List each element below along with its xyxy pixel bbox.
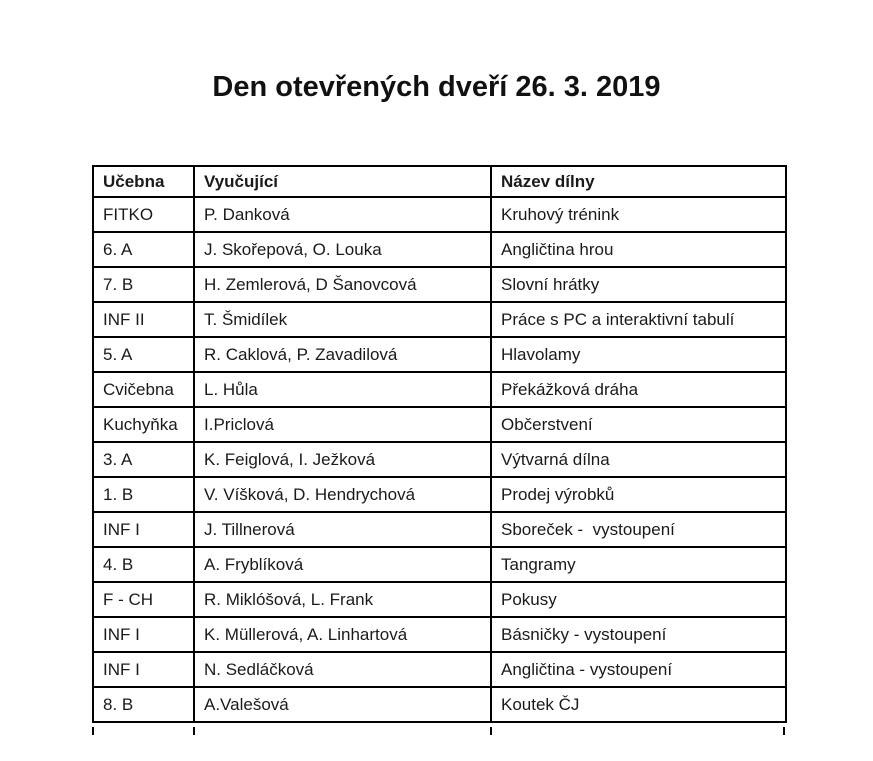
cell-teacher: A. Fryblíková xyxy=(194,547,491,582)
cell-teacher: P. Danková xyxy=(194,197,491,232)
table-row xyxy=(93,267,786,302)
cell-room: INF I xyxy=(93,652,194,687)
cell-workshop: Výtvarná dílna xyxy=(491,442,786,477)
cell-workshop: Slovní hrátky xyxy=(491,267,786,302)
cell-workshop: Překážková dráha xyxy=(491,372,786,407)
cell-teacher: A.Valešová xyxy=(194,687,491,722)
cell-room: FITKO xyxy=(93,197,194,232)
table-row xyxy=(93,232,786,267)
schedule-table xyxy=(92,165,787,723)
table-row xyxy=(93,477,786,512)
column-header-teacher: Vyučující xyxy=(194,166,491,197)
table-header-row xyxy=(93,166,786,197)
cell-teacher: I.Priclová xyxy=(194,407,491,442)
cell-room: 5. A xyxy=(93,337,194,372)
cell-workshop: Tangramy xyxy=(491,547,786,582)
table-row xyxy=(93,687,786,722)
cell-room: 3. A xyxy=(93,442,194,477)
cell-room: 8. B xyxy=(93,687,194,722)
table-row xyxy=(93,617,786,652)
table-row xyxy=(93,547,786,582)
cell-workshop: Hlavolamy xyxy=(491,337,786,372)
cell-workshop: Sboreček - vystoupení xyxy=(491,512,786,547)
cell-workshop: Kruhový trénink xyxy=(491,197,786,232)
table-border-stub xyxy=(193,727,195,735)
cell-room: Cvičebna xyxy=(93,372,194,407)
cell-room: INF I xyxy=(93,512,194,547)
table-row xyxy=(93,442,786,477)
cell-teacher: J. Tillnerová xyxy=(194,512,491,547)
cell-room: INF II xyxy=(93,302,194,337)
cell-workshop: Pokusy xyxy=(491,582,786,617)
cell-teacher: L. Hůla xyxy=(194,372,491,407)
table-row xyxy=(93,372,786,407)
cell-workshop: Angličtina hrou xyxy=(491,232,786,267)
cutoff-next-row-borders xyxy=(92,727,785,735)
cell-room: 1. B xyxy=(93,477,194,512)
cell-room: F - CH xyxy=(93,582,194,617)
cell-teacher: V. Víšková, D. Hendrychová xyxy=(194,477,491,512)
cell-teacher: R. Miklóšová, L. Frank xyxy=(194,582,491,617)
column-header-workshop: Název dílny xyxy=(491,166,786,197)
cell-workshop: Básničky - vystoupení xyxy=(491,617,786,652)
cell-teacher: N. Sedláčková xyxy=(194,652,491,687)
cell-teacher: J. Skořepová, O. Louka xyxy=(194,232,491,267)
table-border-stub xyxy=(490,727,492,735)
cell-teacher: T. Šmidílek xyxy=(194,302,491,337)
cell-teacher: K. Müllerová, A. Linhartová xyxy=(194,617,491,652)
cell-teacher: K. Feiglová, I. Ježková xyxy=(194,442,491,477)
table-border-stub xyxy=(92,727,94,735)
cell-workshop: Koutek ČJ xyxy=(491,687,786,722)
table-row xyxy=(93,407,786,442)
cell-room: 4. B xyxy=(93,547,194,582)
table-row xyxy=(93,582,786,617)
open-day-table xyxy=(92,165,787,723)
table-row xyxy=(93,337,786,372)
cell-teacher: R. Caklová, P. Zavadilová xyxy=(194,337,491,372)
table-border-stub xyxy=(783,727,785,735)
cell-room: INF I xyxy=(93,617,194,652)
cell-teacher: H. Zemlerová, D Šanovcová xyxy=(194,267,491,302)
table-row xyxy=(93,302,786,337)
cell-room: Kuchyňka xyxy=(93,407,194,442)
table-row xyxy=(93,652,786,687)
cell-room: 7. B xyxy=(93,267,194,302)
table-row xyxy=(93,197,786,232)
cell-workshop: Prodej výrobků xyxy=(491,477,786,512)
cell-workshop: Práce s PC a interaktivní tabulí xyxy=(491,302,786,337)
column-header-room: Učebna xyxy=(93,166,194,197)
cell-workshop: Angličtina - vystoupení xyxy=(491,652,786,687)
cell-room: 6. A xyxy=(93,232,194,267)
page-title: Den otevřených dveří 26. 3. 2019 xyxy=(212,71,661,104)
table-row xyxy=(93,512,786,547)
cell-workshop: Občerstvení xyxy=(491,407,786,442)
